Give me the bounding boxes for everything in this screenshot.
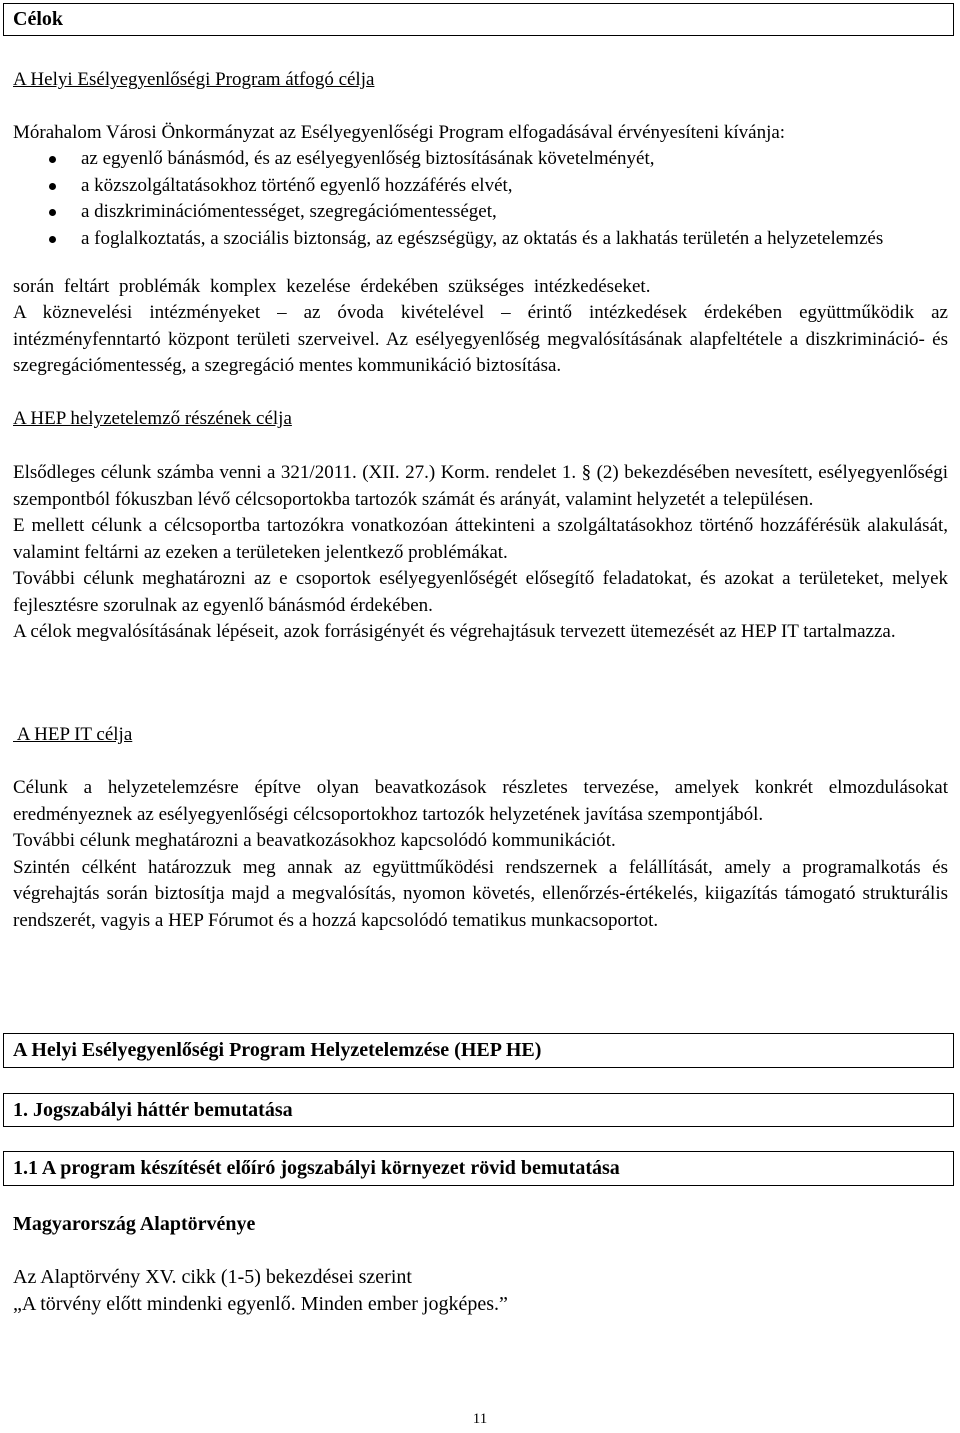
heading-hep-it: A HEP IT célja bbox=[13, 724, 133, 745]
heading-program-goal: A Helyi Esélyegyenlőségi Program átfogó célja bbox=[13, 69, 375, 90]
list-item-text: a diszkriminációmentességet, szegregációmentességet, bbox=[81, 201, 497, 222]
list-item-text: a közszolgáltatásokhoz történő egyenlő hozzáférés elvét, bbox=[81, 174, 513, 196]
bullet-list bbox=[13, 146, 948, 252]
box-legal-environment-title: 1.1 A program készítését előíró jogszabályi környezet rövid bemutatása bbox=[13, 1157, 620, 1180]
analysis-paragraph-2: E mellett célunk a célcsoportba tartozókra vonatkozóan áttekinteni a szolgáltatásokhoz történő hozzáférésük alakulását, valamint feltárni az ezeken a területeken jelentkező problémákat. bbox=[13, 515, 948, 563]
heading-fundamental-law: Magyarország Alaptörvénye bbox=[13, 1213, 256, 1235]
hep-it-paragraphs bbox=[13, 775, 948, 934]
fundamental-law-line-1: Az Alaptörvény XV. cikk (1-5) bekezdései szerint bbox=[13, 1266, 412, 1288]
box-legal-environment bbox=[3, 1151, 954, 1186]
fundamental-law-quote: „A törvény előtt mindenki egyenlő. Minden ember jogképes.” bbox=[13, 1293, 508, 1315]
bullet-icon bbox=[49, 156, 56, 163]
heading-hep-analysis: A HEP helyzetelemző részének célja bbox=[13, 408, 292, 429]
box-hep-he bbox=[3, 1033, 954, 1068]
bullet-icon bbox=[49, 183, 56, 190]
list-item-text: a foglalkoztatás, a szociális biztonság, az egészségügy, az oktatás és a lakhatás területén a helyzetelemzés bbox=[81, 227, 884, 249]
bullet-list-container bbox=[13, 146, 948, 252]
analysis-paragraphs bbox=[13, 460, 948, 646]
analysis-paragraph-3: További célunk meghatározni az e csoportok esélyegyenlőségét elősegítő feladatokat, és azokat a területeket, melyek fejlesztésre szorulnak az egyenlő bánásmód érdekében. bbox=[13, 568, 948, 616]
box-legal-background bbox=[3, 1093, 954, 1127]
section-title-box bbox=[3, 3, 954, 36]
bullet-continuation: során feltárt problémák komplex kezelése érdekében szükséges intézkedéseket. bbox=[13, 276, 651, 297]
analysis-paragraph-4: A célok megvalósításának lépéseit, azok forrásigényét és végrehajtásuk tervezett ütemezését az HEP IT tartalmazza. bbox=[13, 621, 896, 642]
hep-it-paragraph-1: Célunk a helyzetelemzésre építve olyan beavatkozások részletes tervezése, amelyek konkrét elmozdulásokat eredményeznek az esélyegyenlőségi célcsoportokhoz tartozók helyzetének javítása szempontjából. bbox=[13, 777, 948, 825]
institution-paragraph: A köznevelési intézményeket – az óvoda kivételével – érintő intézkedések érdekében együttműködik az intézményfenntartó központ területi szerveivel. Az esélyegyenlőség megvalósításának alapfeltétele a diszkrimináció- és szegregációmentesség, a szegregáció mentes kommunikáció biztosítása. bbox=[13, 302, 948, 376]
list-item bbox=[13, 226, 948, 253]
bullet-icon bbox=[49, 209, 56, 216]
analysis-paragraph-1: Elsődleges célunk számba venni a 321/2011. (XII. 27.) Korm. rendelet 1. § (2) bekezdésében nevesített, esélyegyenlőségi szempontból fókuszban lévő célcsoportokba tartozók számát és arányát, valamint helyzetét a településen. bbox=[13, 462, 948, 510]
bullet-icon bbox=[49, 236, 56, 243]
hep-it-paragraph-3: Szintén célként határozzuk meg annak az együttműködési rendszernek a felállítását, amely a programalkotás és végrehajtás során biztosítja majd a megvalósítás, nyomon követés, ellenőrzés-értékelés, kiigazítás támogató strukturális rendszerét, vagyis a HEP Fórumot és a hozzá kapcsolódó tematikus munkacsoportot. bbox=[13, 856, 948, 931]
box-hep-he-title: A Helyi Esélyegyenlőségi Program Helyzetelemzése (HEP HE) bbox=[13, 1039, 542, 1062]
list-item bbox=[13, 146, 948, 173]
box-legal-background-title: 1. Jogszabályi háttér bemutatása bbox=[13, 1098, 293, 1121]
hep-it-paragraph-2: További célunk meghatározni a beavatkozásokhoz kapcsolódó kommunikációt. bbox=[13, 830, 616, 851]
page-number: 11 bbox=[472, 1411, 488, 1427]
list-item-text: az egyenlő bánásmód, és az esélyegyenlőség biztosításának követelményét, bbox=[81, 148, 655, 169]
list-item bbox=[13, 173, 948, 200]
intro-text: Mórahalom Városi Önkormányzat az Esélyegyenlőségi Program elfogadásával érvényesíteni kívánja: bbox=[13, 122, 786, 143]
list-item bbox=[13, 199, 948, 226]
section-title: Célok bbox=[13, 8, 63, 31]
